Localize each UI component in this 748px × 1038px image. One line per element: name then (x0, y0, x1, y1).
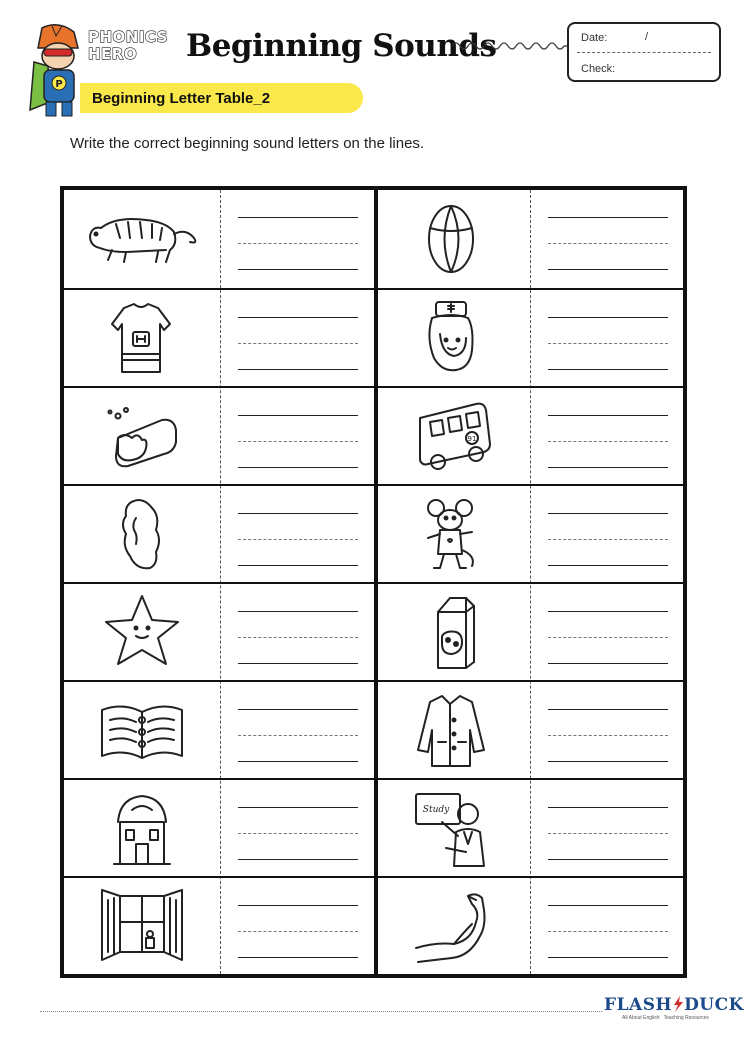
answer-writing-lines[interactable] (548, 388, 668, 486)
worksheet-row (64, 778, 683, 878)
student-icon (376, 788, 526, 870)
picture-book-icon (66, 690, 216, 772)
tiger-icon (66, 198, 216, 280)
worksheet-row (64, 484, 683, 584)
answer-writing-lines[interactable] (238, 878, 358, 976)
base-line (238, 269, 358, 270)
mid-dashed-line (548, 343, 668, 344)
top-line (548, 513, 668, 514)
picture-window-icon (66, 886, 216, 968)
phonics-hero-mascot (28, 22, 86, 118)
mid-dashed-line (548, 243, 668, 244)
picture-arm-icon (376, 886, 526, 968)
base-line (548, 467, 668, 468)
soap-icon (66, 396, 216, 478)
subtitle: Beginning Letter Table_2 (92, 90, 271, 107)
base-line (238, 957, 358, 958)
date-separator: / (645, 31, 649, 43)
picture-ball-icon (376, 198, 526, 280)
mid-dashed-line (238, 243, 358, 244)
window-icon (66, 886, 216, 968)
mouse-icon (376, 494, 526, 576)
coat-icon (376, 690, 526, 772)
flash-duck-logo (604, 995, 744, 1025)
top-line (238, 217, 358, 218)
instructions: Write the correct beginning sound letters on the lines. (70, 135, 425, 152)
mid-dashed-line (238, 833, 358, 834)
top-line (548, 217, 668, 218)
top-line (238, 317, 358, 318)
brand-line-1: PHONICS (88, 28, 169, 46)
base-line (548, 957, 668, 958)
mid-dashed-line (548, 539, 668, 540)
lightning-bolt-icon (672, 996, 684, 1012)
logo-text-left: FLASH (604, 995, 673, 1015)
base-line (548, 663, 668, 664)
mid-dashed-line (548, 735, 668, 736)
mid-dashed-line (548, 637, 668, 638)
base-line (238, 859, 358, 860)
page-title: Beginning Sounds (186, 28, 497, 64)
hair-icon (66, 494, 216, 576)
base-line (548, 269, 668, 270)
worksheet-table (60, 186, 687, 978)
mid-dashed-line (238, 735, 358, 736)
base-line (238, 467, 358, 468)
arm-icon (376, 886, 526, 968)
top-line (238, 905, 358, 906)
answer-writing-lines[interactable] (548, 780, 668, 878)
base-line (238, 663, 358, 664)
base-line (548, 565, 668, 566)
picture-student-icon (376, 788, 526, 870)
top-line (548, 611, 668, 612)
answer-writing-lines[interactable] (238, 190, 358, 288)
milk-carton-icon (376, 592, 526, 674)
answer-writing-lines[interactable] (548, 486, 668, 584)
mid-dashed-line (238, 637, 358, 638)
base-line (238, 761, 358, 762)
mid-dashed-line (548, 931, 668, 932)
top-line (238, 709, 358, 710)
picture-soap-icon (66, 396, 216, 478)
star-icon (66, 592, 216, 674)
mid-dashed-line (238, 343, 358, 344)
chalkboard-text: Study (422, 805, 450, 815)
mid-dashed-line (238, 441, 358, 442)
answer-writing-lines[interactable] (548, 682, 668, 780)
base-line (548, 761, 668, 762)
tagline-left: All About English (622, 1015, 660, 1021)
svg-text:P: P (55, 79, 63, 90)
mid-dashed-line (548, 441, 668, 442)
picture-jersey-icon (66, 298, 216, 380)
worksheet-row (64, 876, 683, 976)
answer-writing-lines[interactable] (238, 388, 358, 486)
worksheet-row (64, 190, 683, 288)
answer-writing-lines[interactable] (548, 878, 668, 976)
mid-dashed-line (238, 931, 358, 932)
base-line (238, 369, 358, 370)
subtitle-banner (80, 83, 363, 113)
answer-writing-lines[interactable] (238, 290, 358, 388)
answer-writing-lines[interactable] (548, 584, 668, 682)
mid-dashed-line (548, 833, 668, 834)
book-icon (66, 690, 216, 772)
top-line (548, 415, 668, 416)
base-line (548, 369, 668, 370)
top-line (548, 807, 668, 808)
logo-text-right: DUCK (684, 995, 744, 1015)
nurse-icon (376, 298, 526, 380)
picture-coat-icon (376, 690, 526, 772)
answer-writing-lines[interactable] (238, 486, 358, 584)
tagline-right: Teaching Resources (663, 1015, 709, 1021)
top-line (548, 317, 668, 318)
picture-mouse-icon (376, 494, 526, 576)
top-line (238, 807, 358, 808)
mid-dashed-line (238, 539, 358, 540)
picture-nurse-icon (376, 298, 526, 380)
base-line (238, 565, 358, 566)
date-label: Date: (581, 32, 608, 44)
top-line (548, 709, 668, 710)
worksheet-row (64, 386, 683, 486)
worksheet-row (64, 288, 683, 388)
decorative-wave (452, 40, 568, 52)
picture-hair-icon (66, 494, 216, 576)
answer-writing-lines[interactable] (238, 682, 358, 780)
bus-number: 91 (467, 435, 477, 443)
date-check-box (567, 22, 721, 82)
top-line (548, 905, 668, 906)
date-box-divider (577, 52, 711, 53)
picture-milk-carton-icon (376, 592, 526, 674)
answer-writing-lines[interactable] (238, 780, 358, 878)
footer-rule (40, 1011, 602, 1012)
check-label: Check: (581, 63, 616, 75)
top-line (238, 415, 358, 416)
ball-icon (376, 198, 526, 280)
bus-icon (376, 396, 526, 478)
top-line (238, 513, 358, 514)
picture-tiger-icon (66, 198, 216, 280)
picture-bus-icon (376, 396, 526, 478)
house-icon (66, 788, 216, 870)
answer-writing-lines[interactable] (548, 290, 668, 388)
worksheet-row (64, 582, 683, 682)
top-line (238, 611, 358, 612)
worksheet-row (64, 680, 683, 780)
brand-line-2: HERO (88, 45, 138, 63)
jersey-icon (66, 298, 216, 380)
picture-star-icon (66, 592, 216, 674)
picture-house-icon (66, 788, 216, 870)
answer-writing-lines[interactable] (238, 584, 358, 682)
answer-writing-lines[interactable] (548, 190, 668, 288)
phonics-hero-logo (88, 28, 180, 68)
base-line (548, 859, 668, 860)
